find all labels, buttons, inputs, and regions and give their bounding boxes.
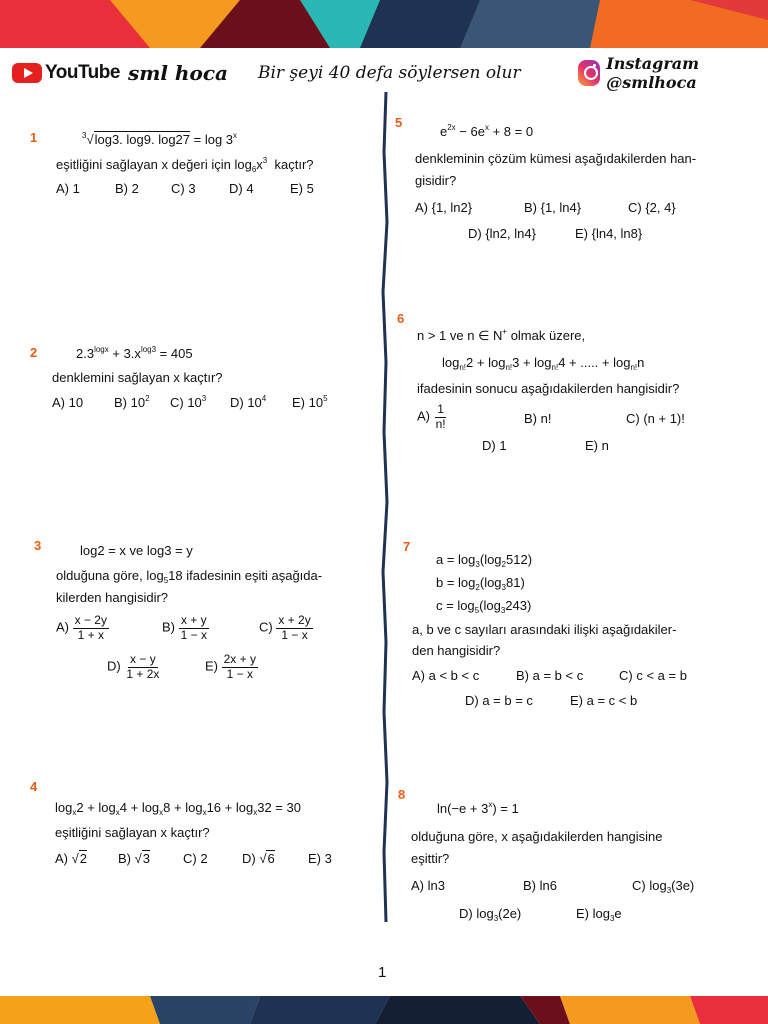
q7-option-a[interactable]: A) a < b < c [412, 668, 480, 683]
question-number: 6 [397, 311, 405, 326]
q3-prompt-line1: olduğuna göre, $\log_518$ ifadesinin eşiti aşağıda- [56, 568, 323, 585]
q5-prompt-line1: denkleminin çözüm kümesi aşağıdakilerden han- [415, 151, 697, 166]
q3-given: log2 = x ve log3 = y [80, 543, 193, 558]
q1-equation: $^3$√log3. log9. log27 = log 3$^x$ [82, 131, 238, 147]
q5-option-e[interactable]: E) {ln4, ln8} [575, 226, 643, 241]
youtube-wordmark: YouTube [45, 62, 120, 83]
bottom-color-band [0, 996, 768, 1024]
q5-option-b[interactable]: B) {1, ln4} [524, 200, 582, 215]
q7-c-definition: $c = \log_5(\log_3243)$ [436, 598, 532, 615]
instagram-icon [578, 60, 600, 86]
q6-given: n > 1 ve n ∈ N+ olmak üzere, [417, 327, 586, 343]
q8-option-a[interactable]: A) ln3 [411, 878, 445, 893]
question-number: 2 [30, 345, 38, 360]
q3-option-e[interactable]: E) $\frac{2x + y}{1 - x}$ [205, 652, 256, 681]
q7-prompt-line2: den hangisidir? [412, 643, 501, 658]
q1-option-e[interactable]: E) 5 [290, 181, 314, 196]
q2-option-b[interactable]: B) $10^2$ [114, 394, 150, 410]
q2-equation: $2.3^{logx} + 3.x^{log3} = 405$ [76, 345, 193, 361]
q8-equation: $\ln(-e + 3^x) = 1$ [437, 800, 519, 816]
q7-option-e[interactable]: E) a = c < b [570, 693, 638, 708]
question-number: 5 [395, 115, 403, 130]
q3-option-b[interactable]: B) $\frac{x + y}{1 - x}$ [162, 613, 207, 642]
q8-option-b[interactable]: B) ln6 [523, 878, 557, 893]
q5-option-c[interactable]: C) {2, 4} [628, 200, 676, 215]
q4-option-e[interactable]: E) 3 [308, 851, 332, 866]
q1-option-c[interactable]: C) 3 [171, 181, 196, 196]
q2-option-a[interactable]: A) 10 [52, 395, 84, 410]
q7-a-definition: $a = \log_3(\log_2512)$ [436, 552, 533, 569]
instagram-handle[interactable] [578, 56, 768, 90]
q7-option-d[interactable]: D) a = b = c [465, 693, 533, 708]
column-divider [378, 92, 394, 922]
q6-prompt: ifadesinin sonucu aşağıdakilerden hangisidir? [417, 381, 680, 396]
question-number: 1 [30, 130, 38, 145]
q4-option-c[interactable]: C) 2 [183, 851, 208, 866]
q5-equation: $e^{2x} - 6e^x + 8 = 0$ [440, 123, 534, 139]
q8-option-c[interactable]: C) $\log_3(3e)$ [632, 878, 695, 895]
q4-option-d[interactable]: D) √6 [242, 851, 275, 866]
q8-option-e[interactable]: E) $\log_3e$ [576, 906, 622, 923]
channel-name: sml hoca [127, 61, 228, 85]
q3-option-c[interactable]: C) $\frac{x + 2y}{1 - x}$ [259, 613, 311, 642]
q8-prompt-line2: eşittir? [411, 851, 450, 866]
q5-prompt-line2: gisidir? [415, 173, 457, 188]
youtube-logo[interactable] [12, 56, 228, 90]
top-color-band [0, 0, 768, 48]
q6-expression: $\log_{n!}2 + \log_{n!}3 + \log_{n!}4$ + ..... + $\log_{n!}n$ [442, 355, 645, 372]
instagram-text: Instagram @smlhoca [606, 54, 700, 92]
question-number: 8 [398, 787, 406, 802]
q2-option-e[interactable]: E) $10^5$ [292, 394, 328, 410]
q5-option-d[interactable]: D) {ln2, ln4} [468, 226, 536, 241]
q3-option-d[interactable]: D) $\frac{x - y}{1 + 2x}$ [107, 652, 160, 681]
slogan: Bir şeyi 40 defa söylersen olur [258, 63, 521, 83]
q4-option-a[interactable]: A) √2 [55, 851, 87, 866]
q2-option-c[interactable]: C) $10^3$ [170, 394, 207, 410]
youtube-play-icon [12, 63, 42, 83]
q4-equation: $\log_x2 + \log_x4 + \log_x8 + \log_x16 + \log_x32 = 30$ [55, 800, 301, 817]
q3-option-a[interactable]: A) $\frac{x - 2y}{1 + x}$ [56, 613, 107, 642]
q4-prompt: eşitliğini sağlayan x kaçtır? [55, 825, 210, 840]
q7-prompt-line1: a, b ve c sayıları arasındaki ilişki aşağıdakiler- [412, 622, 677, 637]
q4-option-b[interactable]: B) √3 [118, 851, 150, 866]
q2-prompt: denklemini sağlayan x kaçtır? [52, 370, 223, 385]
q6-option-a[interactable]: A) $\frac{1}{n!}$ [417, 402, 446, 431]
page-number: 1 [378, 964, 387, 981]
question-number: 4 [30, 779, 38, 794]
q3-prompt-line2: kilerden hangisidir? [56, 590, 169, 605]
q2-option-d[interactable]: D) $10^4$ [230, 394, 267, 410]
q7-option-b[interactable]: B) a = b < c [516, 668, 584, 683]
q6-option-b[interactable]: B) n! [524, 411, 552, 426]
q1-option-b[interactable]: B) 2 [115, 181, 139, 196]
q8-option-d[interactable]: D) $\log_3(2e)$ [459, 906, 522, 923]
q6-option-d[interactable]: D) 1 [482, 438, 507, 453]
question-number: 3 [34, 538, 42, 553]
q1-option-a[interactable]: A) 1 [56, 181, 80, 196]
question-number: 7 [403, 539, 411, 554]
q5-option-a[interactable]: A) {1, ln2} [415, 200, 473, 215]
q7-b-definition: $b = \log_2(\log_381)$ [436, 575, 525, 592]
q1-option-d[interactable]: D) 4 [229, 181, 254, 196]
q6-option-e[interactable]: E) n [585, 438, 609, 453]
q6-option-c[interactable]: C) (n + 1)! [626, 411, 685, 426]
q8-prompt-line1: olduğuna göre, x aşağıdakilerden hangisine [411, 829, 663, 844]
q7-option-c[interactable]: C) c < a = b [619, 668, 687, 683]
q1-prompt: eşitliğini sağlayan x değeri için $\log_6x^3$ kaçtır? [56, 156, 314, 174]
